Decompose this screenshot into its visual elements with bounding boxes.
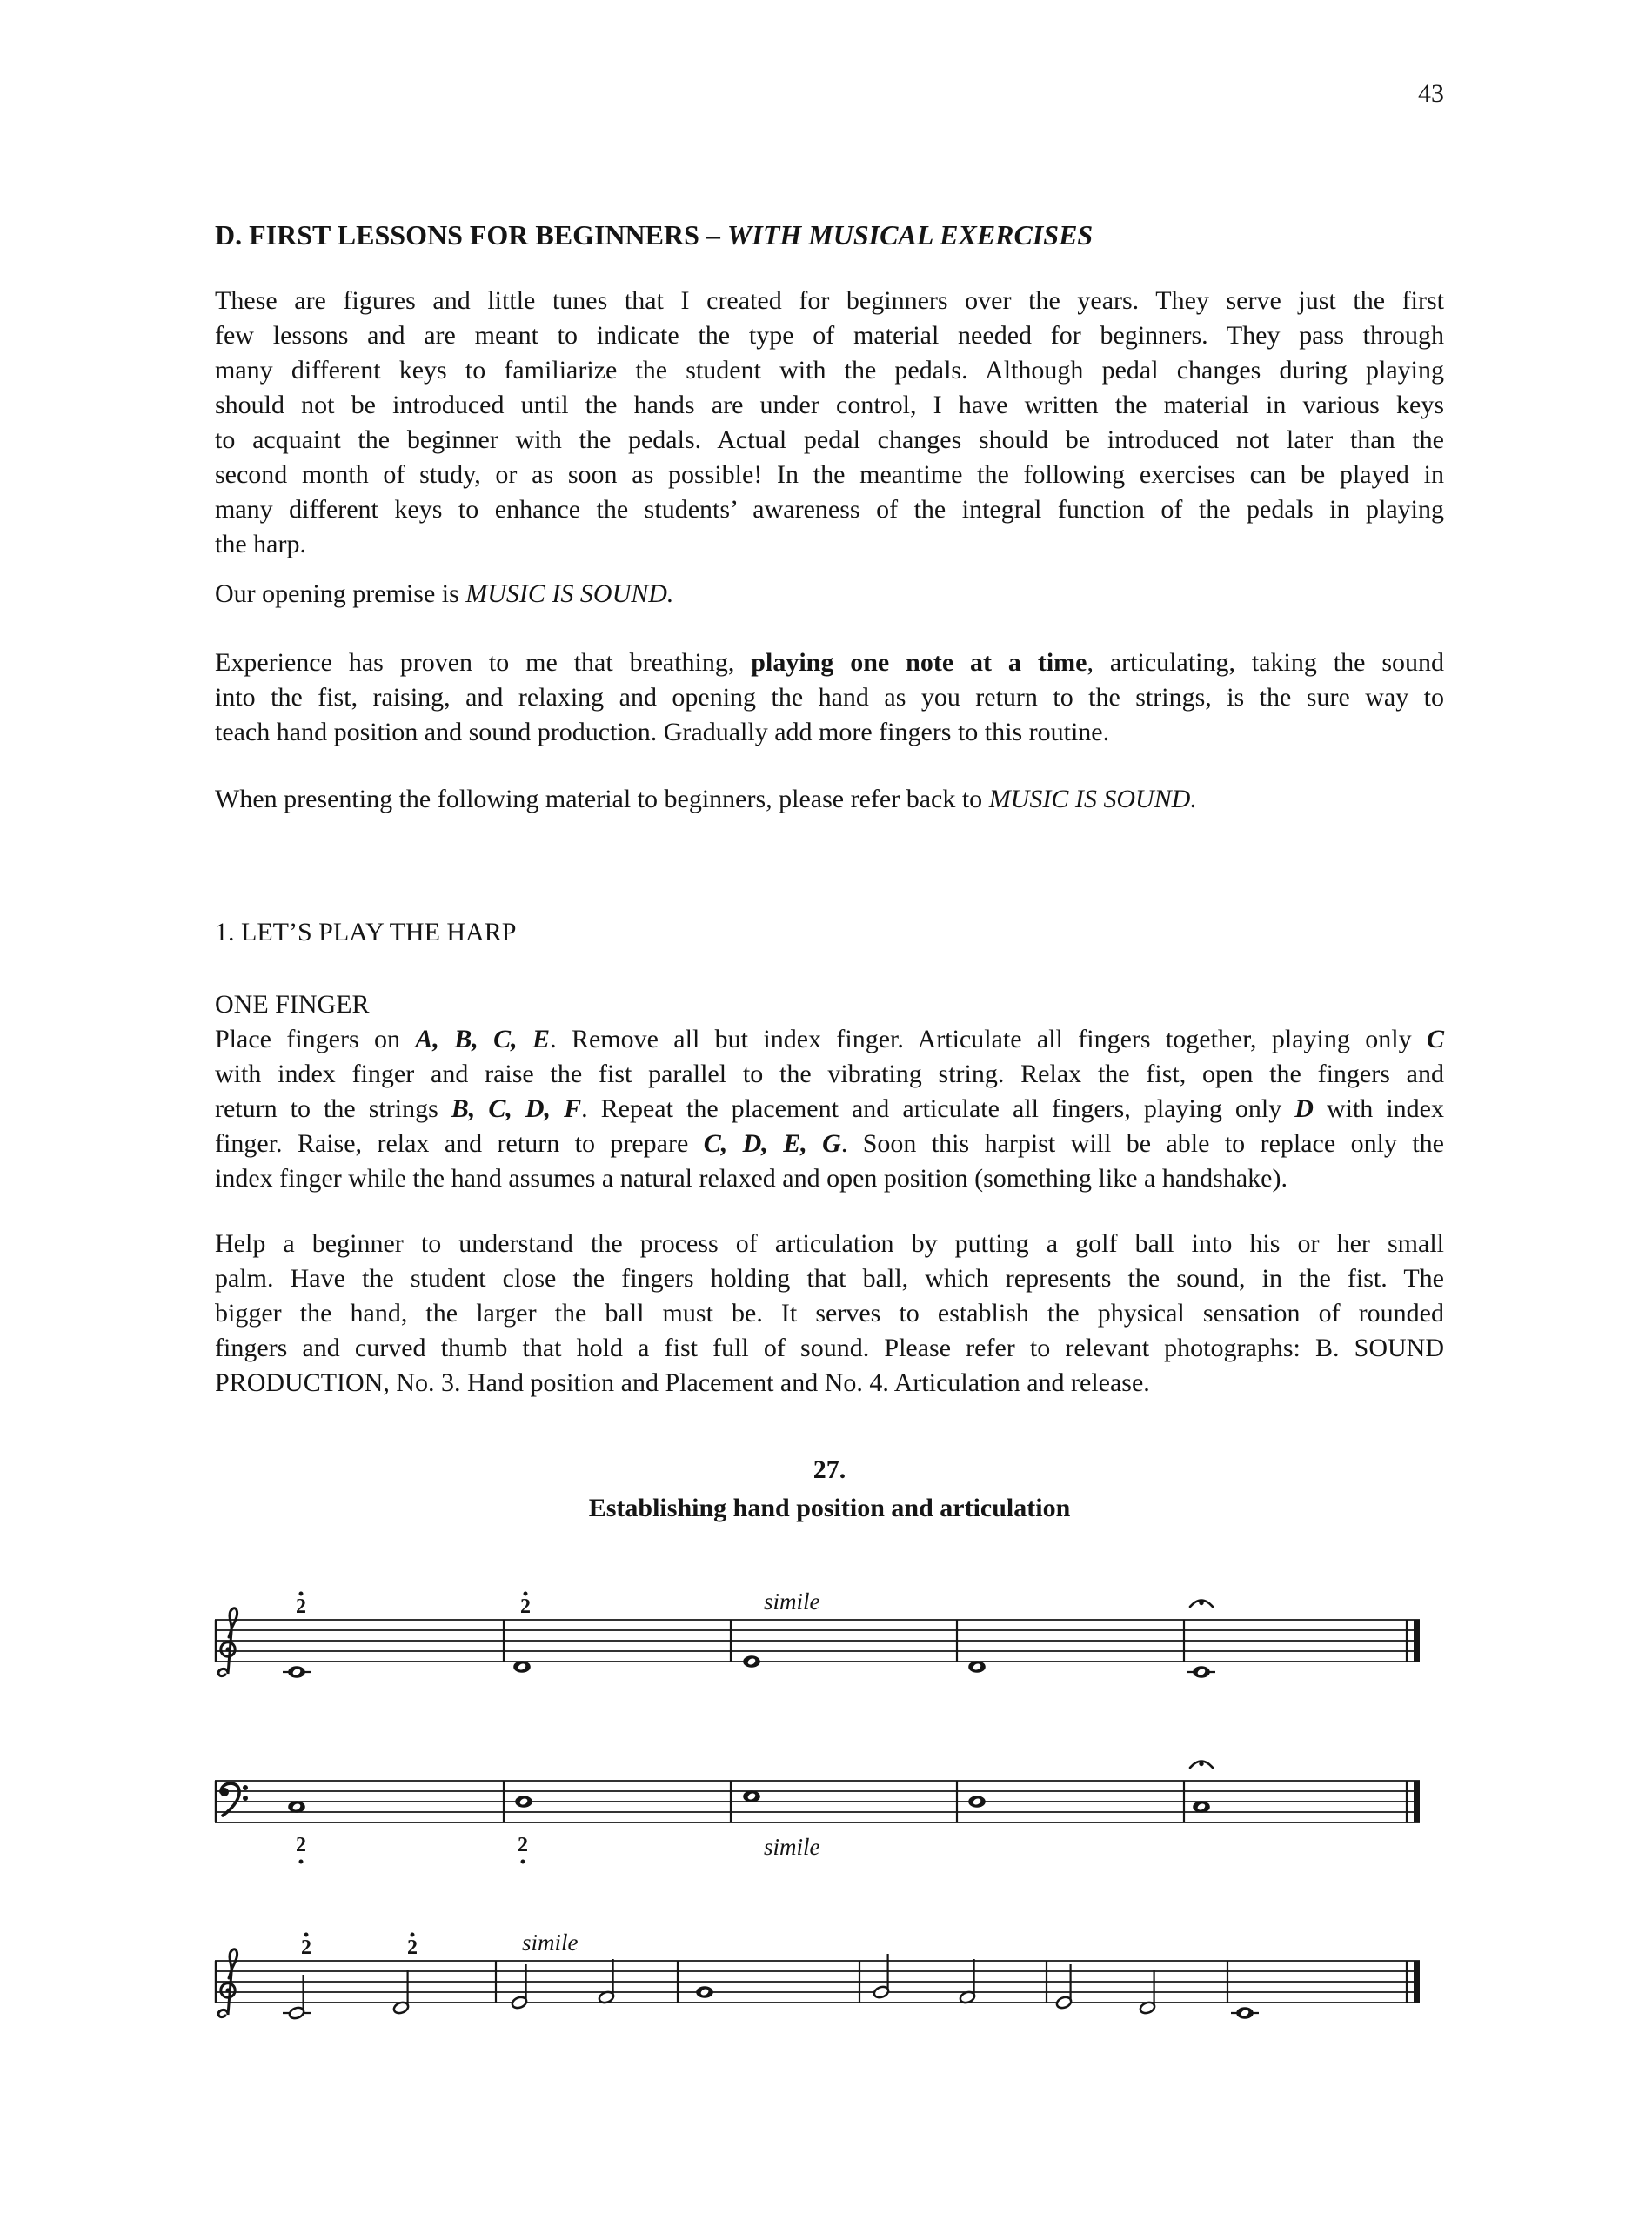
articulation-dot [521,1860,525,1864]
emphasized-text: MUSIC IS SOUND. [465,579,674,608]
body-text: When presenting the following material to beginners, please refer back to [215,785,989,813]
body-text: many different keys to familiarize the student with the pedals. Although pedal changes during playing [215,356,1444,385]
articulation-dot [524,1592,528,1596]
body-text: with index [1313,1094,1444,1123]
exercise-number: 27. [813,1455,846,1484]
section-title: 1. LET’S PLAY THE HARP [215,918,517,946]
body-text: teach hand position and sound production. Gradually add more fingers to this routine. [215,718,1110,746]
fermata-dot [1199,1762,1203,1766]
emphasized-text: A, B, C, E [415,1025,551,1053]
fermata-dot [1199,1601,1203,1605]
fingering-number: 2 [301,1936,311,1959]
fingering-number: 2 [407,1936,418,1959]
articulation-dot [299,1592,304,1596]
body-text: fingers and curved thumb that hold a fist full of sound. Please refer to relevant photographs: B. SOUND [215,1334,1444,1362]
body-text: , articulating, taking the sound [1087,648,1444,677]
body-text: second month of study, or as soon as possible! In the meantime the following exercises can be played in [215,460,1444,489]
emphasized-text: D. FIRST LESSONS FOR BEGINNERS – [215,219,727,251]
one-finger-label: ONE FINGER [215,990,370,1019]
fingering-number: 2 [296,1595,306,1618]
body-text: many different keys to enhance the students’ awareness of the integral function of the pedals in playing [215,495,1444,524]
body-text: to acquaint the beginner with the pedals. Actual pedal changes should be introduced not later than the [215,425,1444,454]
final-barline-thick [1414,1620,1420,1662]
emphasized-text: D [1294,1094,1314,1123]
emphasized-text: B, C, D, F [451,1094,582,1123]
bass-clef-icon [243,1785,248,1790]
fingering-number: 2 [296,1834,306,1856]
body-text: return to the strings [215,1094,451,1123]
emphasized-text: WITH MUSICAL EXERCISES [726,219,1094,251]
body-text: should not be introduced until the hands are under control, I have written the material in various keys [215,391,1444,419]
body-text: . Repeat the placement and articulate all fingers, playing only [581,1094,1295,1123]
articulation-dot [299,1860,304,1864]
body-text: bigger the hand, the larger the ball must be. It serves to establish the physical sensation of rounded [215,1299,1444,1328]
body-text: These are figures and little tunes that I created for beginners over the years. They serve just the first [215,286,1444,315]
final-barline-thick [1414,1961,1420,2003]
bass-clef-icon [243,1796,248,1801]
body-text: . Soon this harpist will be able to replace only the [840,1129,1444,1158]
body-text: into the fist, raising, and relaxing and opening the hand as you return to the strings, is the sure way to [215,683,1444,712]
body-text: . Remove all but index finger. Articulate all fingers together, playing only [550,1025,1427,1053]
body-text: index finger while the hand assumes a natural relaxed and open position (something like a handshake). [215,1164,1287,1193]
body-text: few lessons and are meant to indicate the type of material needed for beginners. They pass through [215,321,1444,350]
simile-text: simile [764,1588,820,1615]
emphasized-text: MUSIC IS SOUND. [988,785,1197,813]
body-text: the harp. [215,530,306,558]
body-text: palm. Have the student close the fingers holding that ball, which represents the sound, in the fist. The [215,1264,1444,1293]
simile-text: simile [522,1929,579,1956]
body-text: Place fingers on [215,1025,416,1053]
emphasized-text: playing one note at a time [751,648,1087,677]
exercise-title: Establishing hand position and articulation [588,1494,1071,1522]
body-text: finger. Raise, relax and return to prepare [215,1129,704,1158]
fingering-number: 2 [520,1595,531,1618]
articulation-dot [411,1933,415,1937]
body-text: PRODUCTION, No. 3. Hand position and Placement and No. 4. Articulation and release. [215,1368,1150,1397]
body-text: Experience has proven to me that breathing, [215,648,752,677]
body-text: Our opening premise is [215,579,466,608]
body-text: with index finger and raise the fist parallel to the vibrating string. Relax the fist, open the fingers and [215,1060,1444,1088]
final-barline-thick [1414,1781,1420,1822]
page-number: 43 [1418,79,1444,108]
simile-text: simile [764,1834,820,1860]
emphasized-text: C, D, E, G [703,1129,841,1158]
body-text: Help a beginner to understand the process of articulation by putting a golf ball into his or her small [215,1229,1444,1258]
emphasized-text: C [1426,1025,1444,1053]
fingering-number: 2 [518,1834,528,1856]
articulation-dot [304,1933,309,1937]
